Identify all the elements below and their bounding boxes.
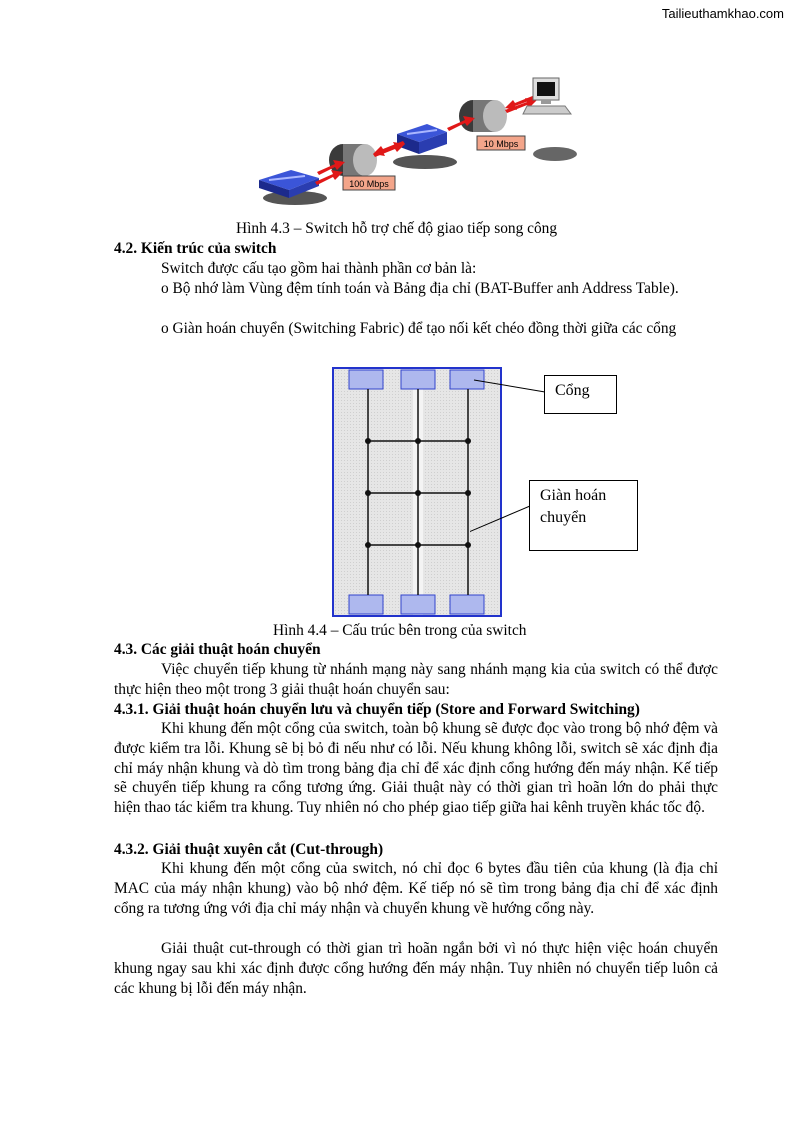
label-100mbps: 100 Mbps xyxy=(349,179,389,189)
section-4-3-heading: 4.3. Các giải thuật hoán chuyển xyxy=(114,641,321,658)
callout-switching-fabric: Giàn hoán chuyển xyxy=(529,480,638,551)
section-4-3-intro: Việc chuyển tiếp khung từ nhánh mạng này sang nhánh mạng kia của switch có thể được thực hiện theo một trong 3 giải thuật hoán chuyển sau: xyxy=(114,661,718,698)
section-4-2-heading: 4.2. Kiến trúc của switch xyxy=(114,240,277,257)
section-4-3-1-heading: 4.3.1. Giải thuật hoán chuyển lưu và chuyển tiếp (Store and Forward Switching) xyxy=(114,701,640,718)
bottom-ports xyxy=(349,595,484,614)
section-4-3-2-body1: Khi khung đến một cổng của switch, nó chỉ đọc 6 bytes đầu tiên của khung (là địa chỉ MAC của máy nhận khung) vào bộ nhớ đệm. Kế tiếp nó sẽ tìm trong bảng địa chỉ để xác định cổng ra tương ứng với địa chỉ máy nhận và chuyển khung về hướng cổng này. xyxy=(114,860,718,917)
callout-port: Cổng xyxy=(544,375,617,414)
figure-4-4-caption: Hình 4.4 – Cấu trúc bên trong của switch xyxy=(273,622,527,639)
top-ports xyxy=(349,370,484,389)
section-4-3-2-heading: 4.3.2. Giải thuật xuyên cắt (Cut-through) xyxy=(114,841,384,858)
section-4-3-2-body2: Giải thuật cut-through có thời gian trì hoãn ngắn bởi vì nó thực hiện việc hoán chuyển khung ngay sau khi xác định được cổng hướng đến máy nhận. Tuy nhiên nó chuyển tiếp luôn cả các khung bị lỗi đến máy nhận. xyxy=(114,940,718,997)
section-4-3-1-body: Khi khung đến một cổng của switch, toàn bộ khung sẽ được đọc vào trong bộ nhớ đệm và được kiểm tra lỗi. Khung sẽ bị bỏ đi nếu như có lỗi. Nếu khung không lỗi, switch sẽ xác định địa chỉ máy nhận khung và dò tìm trong bảng địa chỉ để xác định cổng hướng đến máy nhận. Kế tiếp sẽ chuyển tiếp khung ra cổng tương ứng. Giải thuật này có thời gian trì hoãn lớn do phải thực hiện thao tác kiểm tra khung. Tuy nhiên nó cho phép giao tiếp giữa hai kênh truyền khác tốc độ. xyxy=(114,720,718,817)
label-10mbps: 10 Mbps xyxy=(483,139,519,149)
bullet-buffer: o Bộ nhớ làm Vùng đệm tính toán và Bảng địa chỉ (BAT-Buffer anh Address Table). xyxy=(161,280,679,297)
full-duplex-figure xyxy=(255,74,585,208)
bullet-switching-fabric: o Giàn hoán chuyển (Switching Fabric) để tạo nối kết chéo đồng thời giữa các cổng xyxy=(161,320,677,337)
figure-4-3-caption: Hình 4.3 – Switch hỗ trợ chế độ giao tiếp song công xyxy=(236,220,558,237)
switch-middle-icon xyxy=(397,124,447,154)
link-cylinder-right-icon xyxy=(459,100,507,132)
computer-icon xyxy=(523,78,571,114)
section-4-2-intro: Switch được cấu tạo gồm hai thành phần cơ bản là: xyxy=(161,260,477,277)
site-watermark: Tailieuthamkhao.com xyxy=(661,6,784,21)
